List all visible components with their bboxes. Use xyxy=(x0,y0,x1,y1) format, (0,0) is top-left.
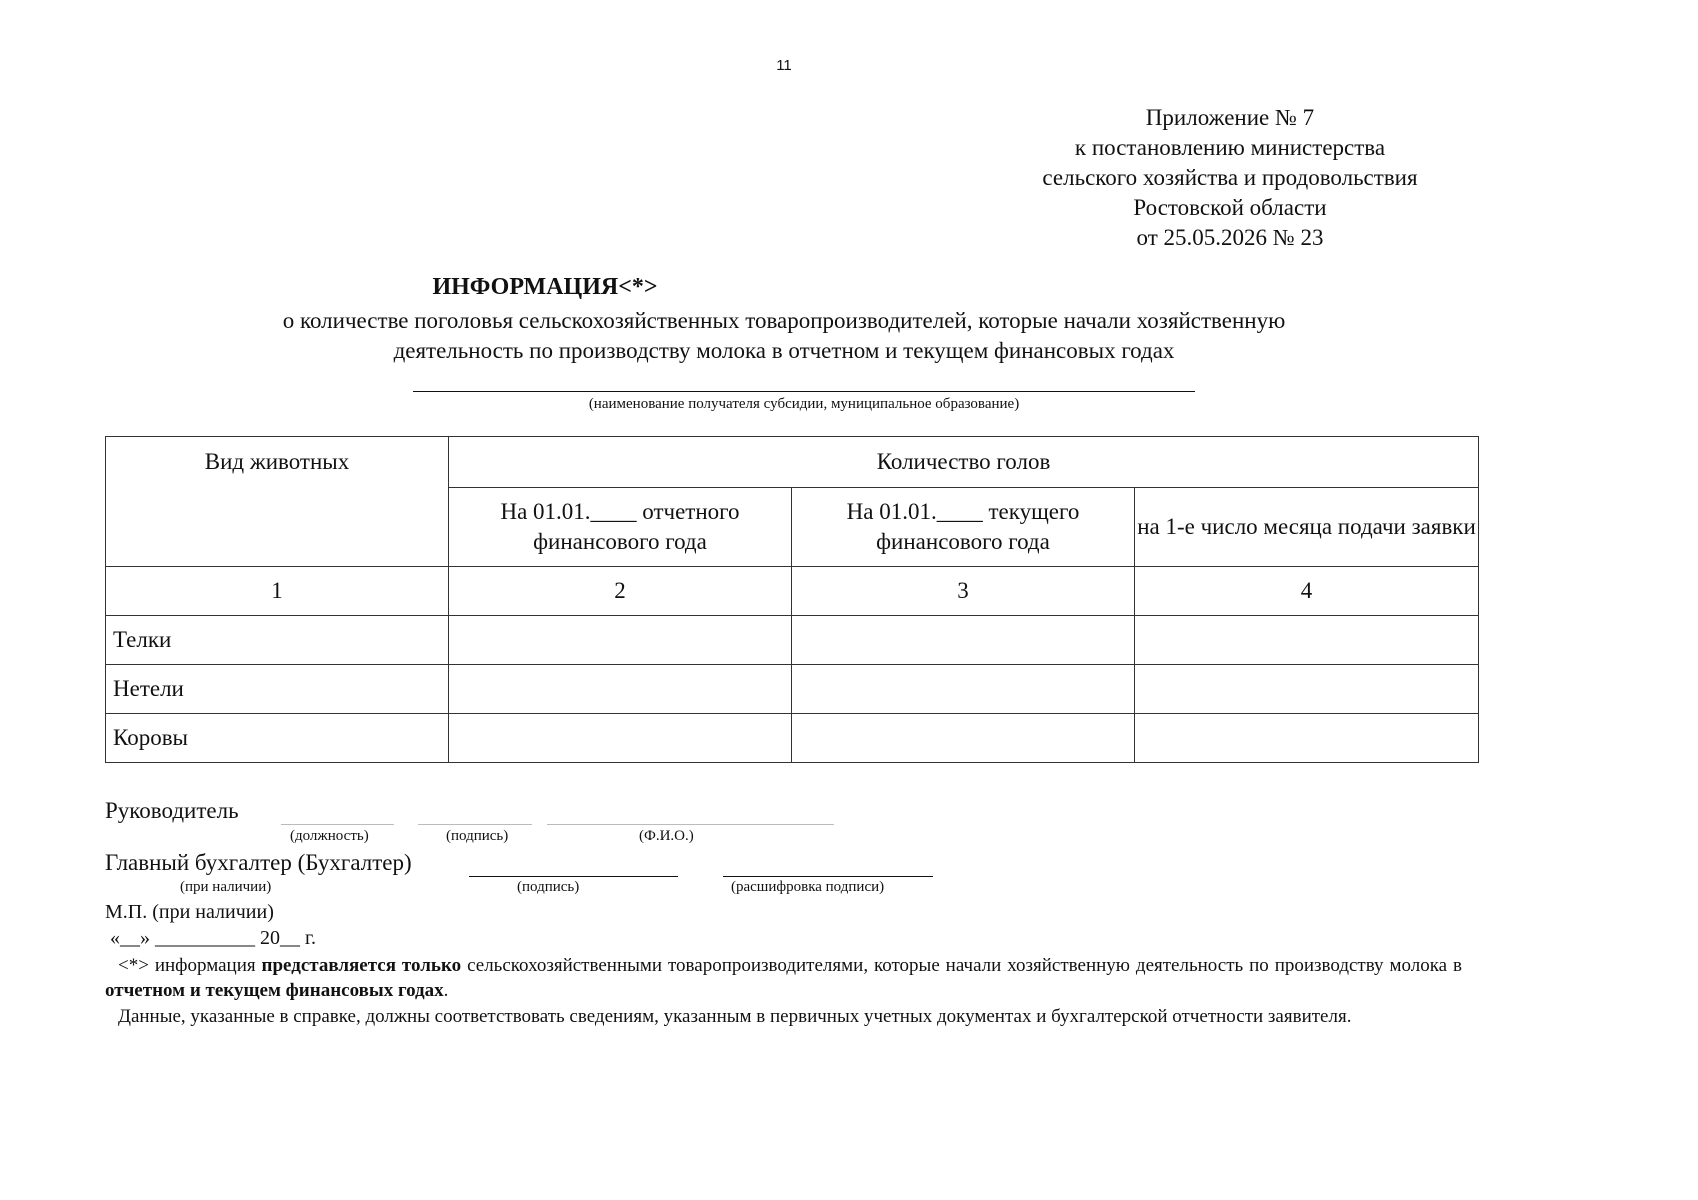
footnote-bold-text: представляется только xyxy=(261,955,462,976)
footnote-bold-text: отчетном и текущем финансовых годах xyxy=(105,980,444,1001)
table-cell[interactable] xyxy=(792,616,1135,665)
table-cell[interactable] xyxy=(1135,616,1479,665)
appendix-line: от 25.05.2026 № 23 xyxy=(1136,225,1324,250)
row-label: Коровы xyxy=(106,714,449,763)
table-cell[interactable] xyxy=(1135,665,1479,714)
recipient-caption: (наименование получателя субсидии, муниципальное образование) xyxy=(588,396,1020,412)
footnote-text: <*> информация xyxy=(118,955,262,976)
table-row xyxy=(106,665,1479,714)
subheader-application-month: на 1-е число месяца подачи заявки xyxy=(1135,488,1479,567)
table-row xyxy=(106,616,1479,665)
column-number: 2 xyxy=(449,567,792,616)
appendix-line: Приложение № 7 xyxy=(1145,105,1315,130)
head-name-line[interactable] xyxy=(547,824,834,825)
column-number: 1 xyxy=(106,567,449,616)
table-cell[interactable] xyxy=(1135,714,1479,763)
row-label: Телки xyxy=(106,616,449,665)
table-row xyxy=(106,714,1479,763)
livestock-table xyxy=(105,436,1479,763)
subtitle-line: деятельность по производству молока в отчетном и текущем финансовых годах xyxy=(393,338,1175,363)
table-cell[interactable] xyxy=(449,714,792,763)
appendix-line: к постановлению министерства xyxy=(1074,135,1386,160)
footnote-data-note: Данные, указанные в справке, должны соответствовать сведениям, указанным в первичных учетных документах и бухгалтерской отчетности заявителя. xyxy=(118,1006,1352,1027)
head-signature-line[interactable] xyxy=(418,824,532,825)
table-cell[interactable] xyxy=(792,665,1135,714)
caption-if-any: (при наличии) xyxy=(180,879,272,895)
accountant-signature-line[interactable] xyxy=(469,876,678,877)
caption-signature: (подпись) xyxy=(446,828,509,844)
caption-decoding: (расшифровка подписи) xyxy=(731,879,885,895)
appendix-block xyxy=(980,103,1480,253)
caption-signature: (подпись) xyxy=(517,879,580,895)
table-cell[interactable] xyxy=(792,714,1135,763)
footnote-text: сельскохозяйственными товаропроизводителями, которые начали хозяйственную деятельность по производству молока в xyxy=(461,955,1462,976)
table-cell[interactable] xyxy=(449,616,792,665)
head-label: Руководитель xyxy=(105,798,239,823)
recipient-name-line xyxy=(413,391,1195,392)
date-line: «__» __________ 20__ г. xyxy=(110,927,316,949)
subheader-current-year: На 01.01.____ текущего финансового года xyxy=(792,488,1135,567)
appendix-line: сельского хозяйства и продовольствия xyxy=(1042,165,1418,190)
stamp-label: М.П. (при наличии) xyxy=(105,901,274,923)
document-title: ИНФОРМАЦИЯ<*> xyxy=(432,274,658,300)
subtitle-line: о количестве поголовья сельскохозяйственных товаропроизводителей, которые начали хозяйственную xyxy=(282,308,1286,333)
accountant-label: Главный бухгалтер (Бухгалтер) xyxy=(105,850,412,875)
accountant-decoding-line[interactable] xyxy=(723,876,933,877)
row-label: Нетели xyxy=(106,665,449,714)
document-subtitle xyxy=(100,306,1468,366)
page-number: 11 xyxy=(776,57,792,74)
subheader-reporting-year: На 01.01.____ отчетного финансового года xyxy=(449,488,792,567)
caption-position: (должность) xyxy=(290,828,369,844)
footnote-asterisk xyxy=(105,953,1462,1003)
column-number: 4 xyxy=(1135,567,1479,616)
caption-name: (Ф.И.О.) xyxy=(639,828,694,844)
footnote-text: . xyxy=(443,980,449,1001)
header-head-count: Количество голов xyxy=(449,437,1479,488)
header-animal-type: Вид животных xyxy=(106,437,449,567)
column-number: 3 xyxy=(792,567,1135,616)
appendix-line: Ростовской области xyxy=(1133,195,1327,220)
head-position-line[interactable] xyxy=(281,824,394,825)
table-cell[interactable] xyxy=(449,665,792,714)
